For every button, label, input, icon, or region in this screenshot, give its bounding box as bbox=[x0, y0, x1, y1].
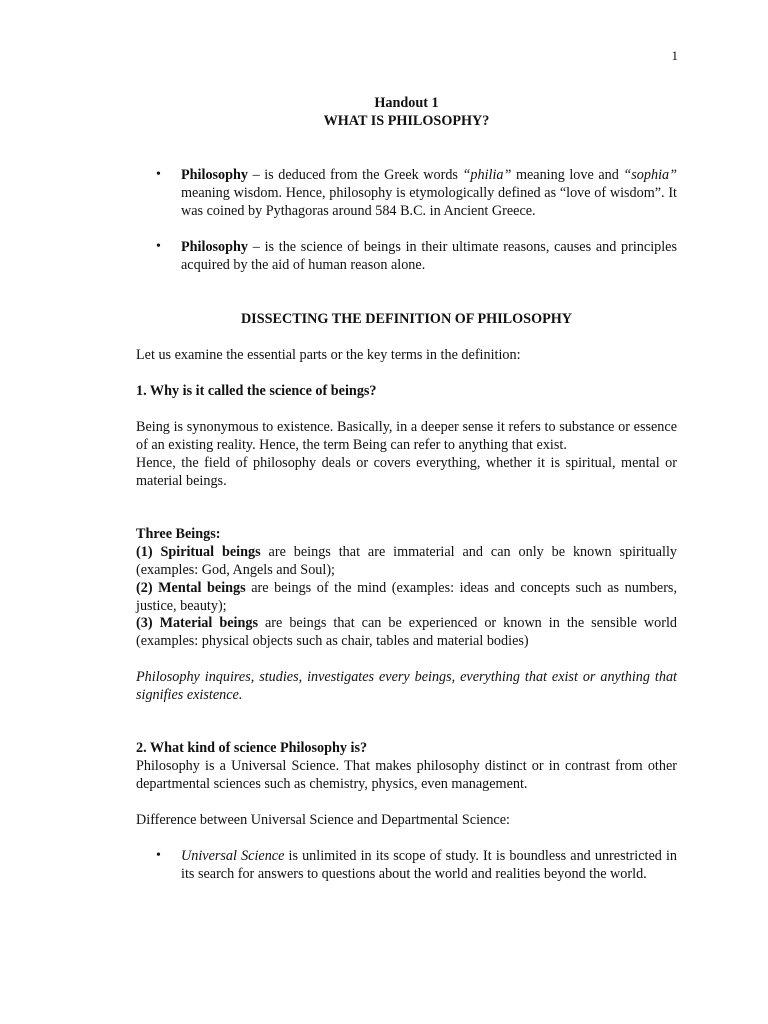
being-item: (1) Spiritual beings are beings that are immaterial and can only be known spiritually (examples: God, Angels and Soul); bbox=[136, 544, 678, 578]
being-term: Spiritual beings bbox=[160, 544, 261, 560]
definition-item bbox=[136, 166, 677, 220]
section-heading: DISSECTING THE DEFINITION OF PHILOSOPHY bbox=[240, 311, 573, 327]
definition-text: Philosophy – is the science of beings in their ultimate reasons, causes and principles acquired by the aid of human reason alone. bbox=[181, 239, 677, 273]
difference-paragraph: Difference between Universal Science and Departmental Science: bbox=[136, 812, 510, 828]
handout-label: Handout 1 bbox=[374, 95, 439, 111]
greek-word: “sophia” bbox=[623, 167, 677, 183]
science-term: Universal Science bbox=[181, 848, 285, 864]
question-1-body-2: Hence, the field of philosophy deals or covers everything, whether it is spiritual, mental or material beings. bbox=[136, 455, 677, 489]
being-item: (3) Material beings are beings that can be experienced or known in the sensible world (examples: physical objects such as chair, tables and material bodies) bbox=[136, 615, 678, 649]
three-beings-heading: Three Beings: bbox=[136, 526, 221, 542]
being-term: Mental beings bbox=[158, 580, 246, 596]
greek-word: “philia” bbox=[462, 167, 512, 183]
italic-note: Philosophy inquires, studies, investigates every beings, everything that exist or anything that signifies existence. bbox=[136, 669, 677, 703]
being-term: Material beings bbox=[159, 615, 258, 631]
definition-item bbox=[136, 238, 677, 274]
page-title: WHAT IS PHILOSOPHY? bbox=[323, 113, 490, 129]
bullet-icon: • bbox=[156, 848, 161, 863]
question-2-body: Philosophy is a Universal Science. That makes philosophy distinct or in contrast from other departmental sciences such as chemistry, physics, even management. bbox=[136, 758, 677, 792]
bullet-icon: • bbox=[156, 167, 161, 182]
definition-term: Philosophy bbox=[181, 167, 249, 183]
bullet-icon: • bbox=[156, 239, 161, 254]
question-1-heading: 1. Why is it called the science of beings? bbox=[136, 383, 377, 399]
page-number: 1 bbox=[671, 48, 678, 63]
science-text: Universal Science is unlimited in its scope of study. It is boundless and unrestricted in its search for answers to questions about the world and realities beyond the world. bbox=[181, 848, 677, 882]
intro-paragraph: Let us examine the essential parts or the key terms in the definition: bbox=[136, 347, 521, 363]
being-item: (2) Mental beings are beings of the mind (examples: ideas and concepts such as numbers, justice, beauty); bbox=[136, 580, 678, 614]
definition-text: Philosophy – is deduced from the Greek words “philia” meaning love and “sophia” meaning wisdom. Hence, philosophy is etymologically defined as “love of wisdom”. It was coined by Pythagoras around 584 B.C. in Ancient Greece. bbox=[181, 167, 677, 219]
definition-term: Philosophy bbox=[181, 239, 249, 255]
science-item bbox=[136, 847, 677, 883]
question-2-heading: 2. What kind of science Philosophy is? bbox=[136, 740, 368, 756]
question-1-body: Being is synonymous to existence. Basically, in a deeper sense it refers to substance or essence of an existing reality. Hence, the term Being can refer to anything that exist. bbox=[136, 419, 677, 453]
